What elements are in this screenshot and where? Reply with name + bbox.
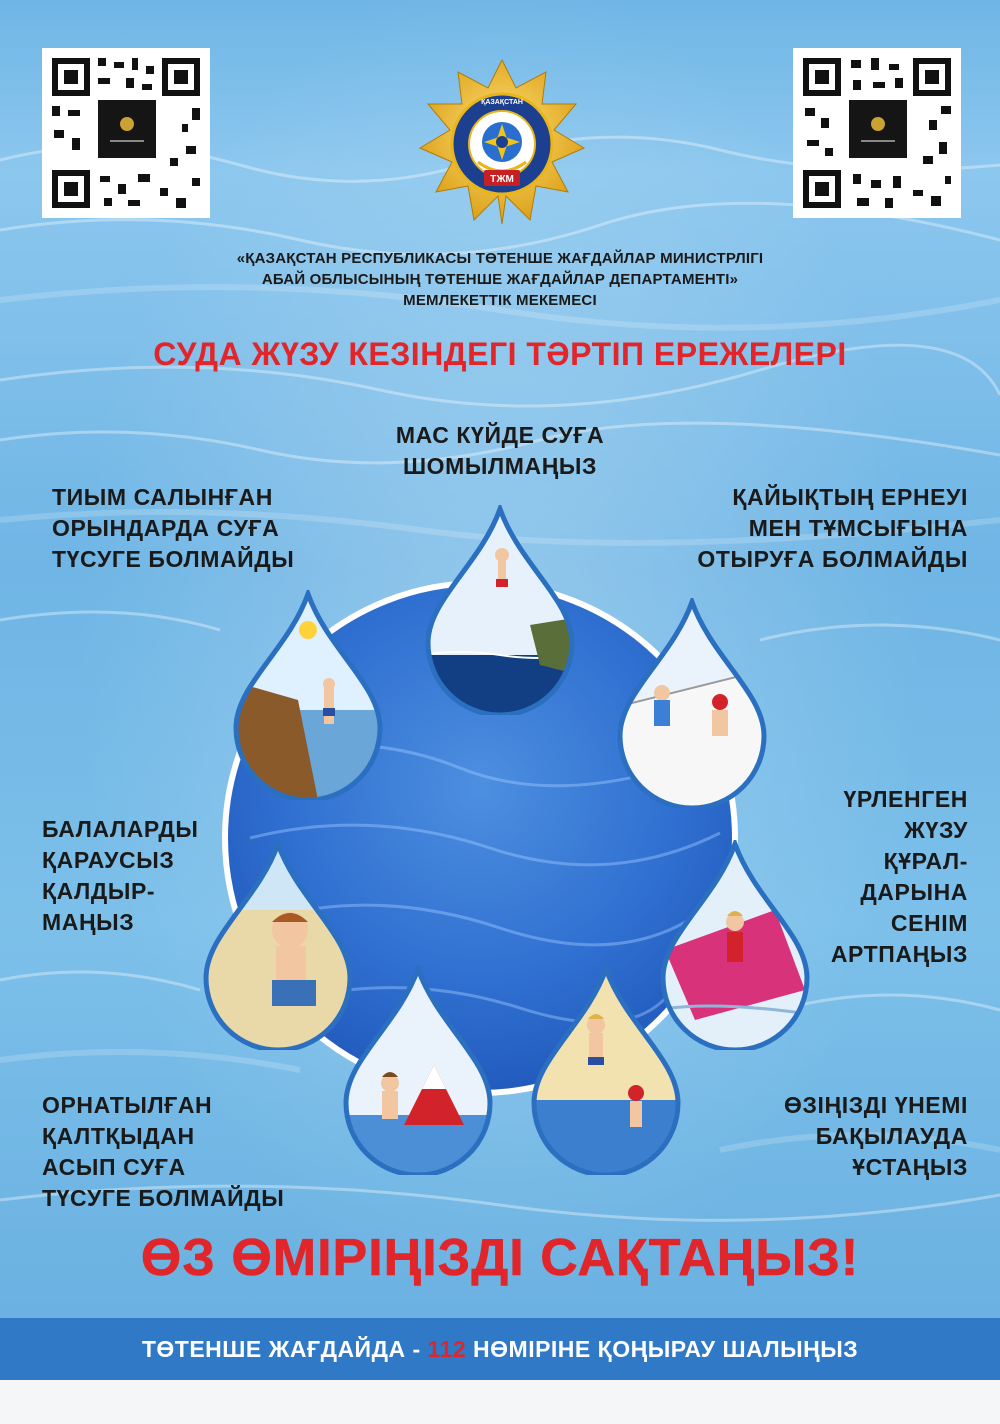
- drop-forbidden-place-image: [228, 590, 388, 800]
- organization-line-2: АБАЙ ОБЛЫСЫНЫҢ ТӨТЕНШЕ ЖАҒДАЙЛАР ДЕПАРТАМЕНТІ»: [261, 271, 739, 288]
- rule-stay-in-control: ӨЗІҢІЗДІ ҮНЕМІ БАҚЫЛАУДА ҰСТАҢЫЗ: [784, 1092, 968, 1180]
- emblem-top-text: ҚАЗАҚСТАН: [481, 99, 523, 106]
- footer-suffix: НӨМІРІНЕ ҚОҢЫРАУ ШАЛЫҢЫЗ: [466, 1336, 859, 1362]
- drop-jumping-kids-image: [526, 965, 686, 1175]
- drop-buoy-image: [338, 965, 498, 1175]
- footer-bar: [0, 1318, 1000, 1380]
- ministry-emblem: [418, 58, 586, 226]
- organization-line-3: МЕМЛЕКЕТТІК МЕКЕМЕСІ: [403, 292, 597, 309]
- footer-prefix: ТӨТЕНШЕ ЖАҒДАЙДА -: [141, 1336, 428, 1362]
- bottom-margin: [0, 1380, 1000, 1424]
- drop-child-sand-image: [198, 840, 358, 1050]
- qr-code-left[interactable]: [42, 48, 210, 218]
- rule-no-forbidden-places: ТИЫМ САЛЫНҒАН ОРЫНДАРДА СУҒА ТҮСУГЕ БОЛМАЙДЫ: [52, 484, 295, 572]
- emblem-abbr: ТЖМ: [490, 174, 514, 185]
- rule-no-swim-past-buoys: ОРНАТЫЛҒАН ҚАЛТҚЫДАН АСЫП СУҒА ТҮСУГЕ БОЛМАЙДЫ: [42, 1092, 285, 1211]
- page-title: СУДА ЖҮЗУ КЕЗІНДЕГІ ТӘРТІП ЕРЕЖЕЛЕРІ: [153, 336, 847, 372]
- slogan: ӨЗ ӨМІРІҢІЗДІ САҚТАҢЫЗ!: [140, 1229, 860, 1287]
- drop-diving-image: [420, 505, 580, 715]
- qr-code-right[interactable]: [793, 48, 961, 218]
- emergency-number[interactable]: 112: [427, 1336, 467, 1362]
- rule-no-drunk-swimming: МАС КҮЙДЕ СУҒА ШОМЫЛМАҢЫЗ: [395, 422, 605, 479]
- rule-watch-children: БАЛАЛАРДЫ ҚАРАУСЫЗ ҚАЛДЫР- МАҢЫЗ: [42, 816, 199, 935]
- rule-no-trust-inflatables: ҮРЛЕНГЕН ЖҮЗУ ҚҰРАЛ- ДАРЫНА СЕНІМ АРТПАҢЫЗ: [830, 786, 968, 967]
- rule-no-sitting-on-boat-edge: ҚАЙЫҚТЫҢ ЕРНЕУІ МЕН ТҰМСЫҒЫНА ОТЫРУҒА БОЛМАЙДЫ: [697, 484, 968, 572]
- organization-line-1: «ҚАЗАҚСТАН РЕСПУБЛИКАСЫ ТӨТЕНШЕ ЖАҒДАЙЛАР МИНИСТРЛІГІ: [236, 250, 764, 267]
- drop-boat-image: [612, 598, 772, 808]
